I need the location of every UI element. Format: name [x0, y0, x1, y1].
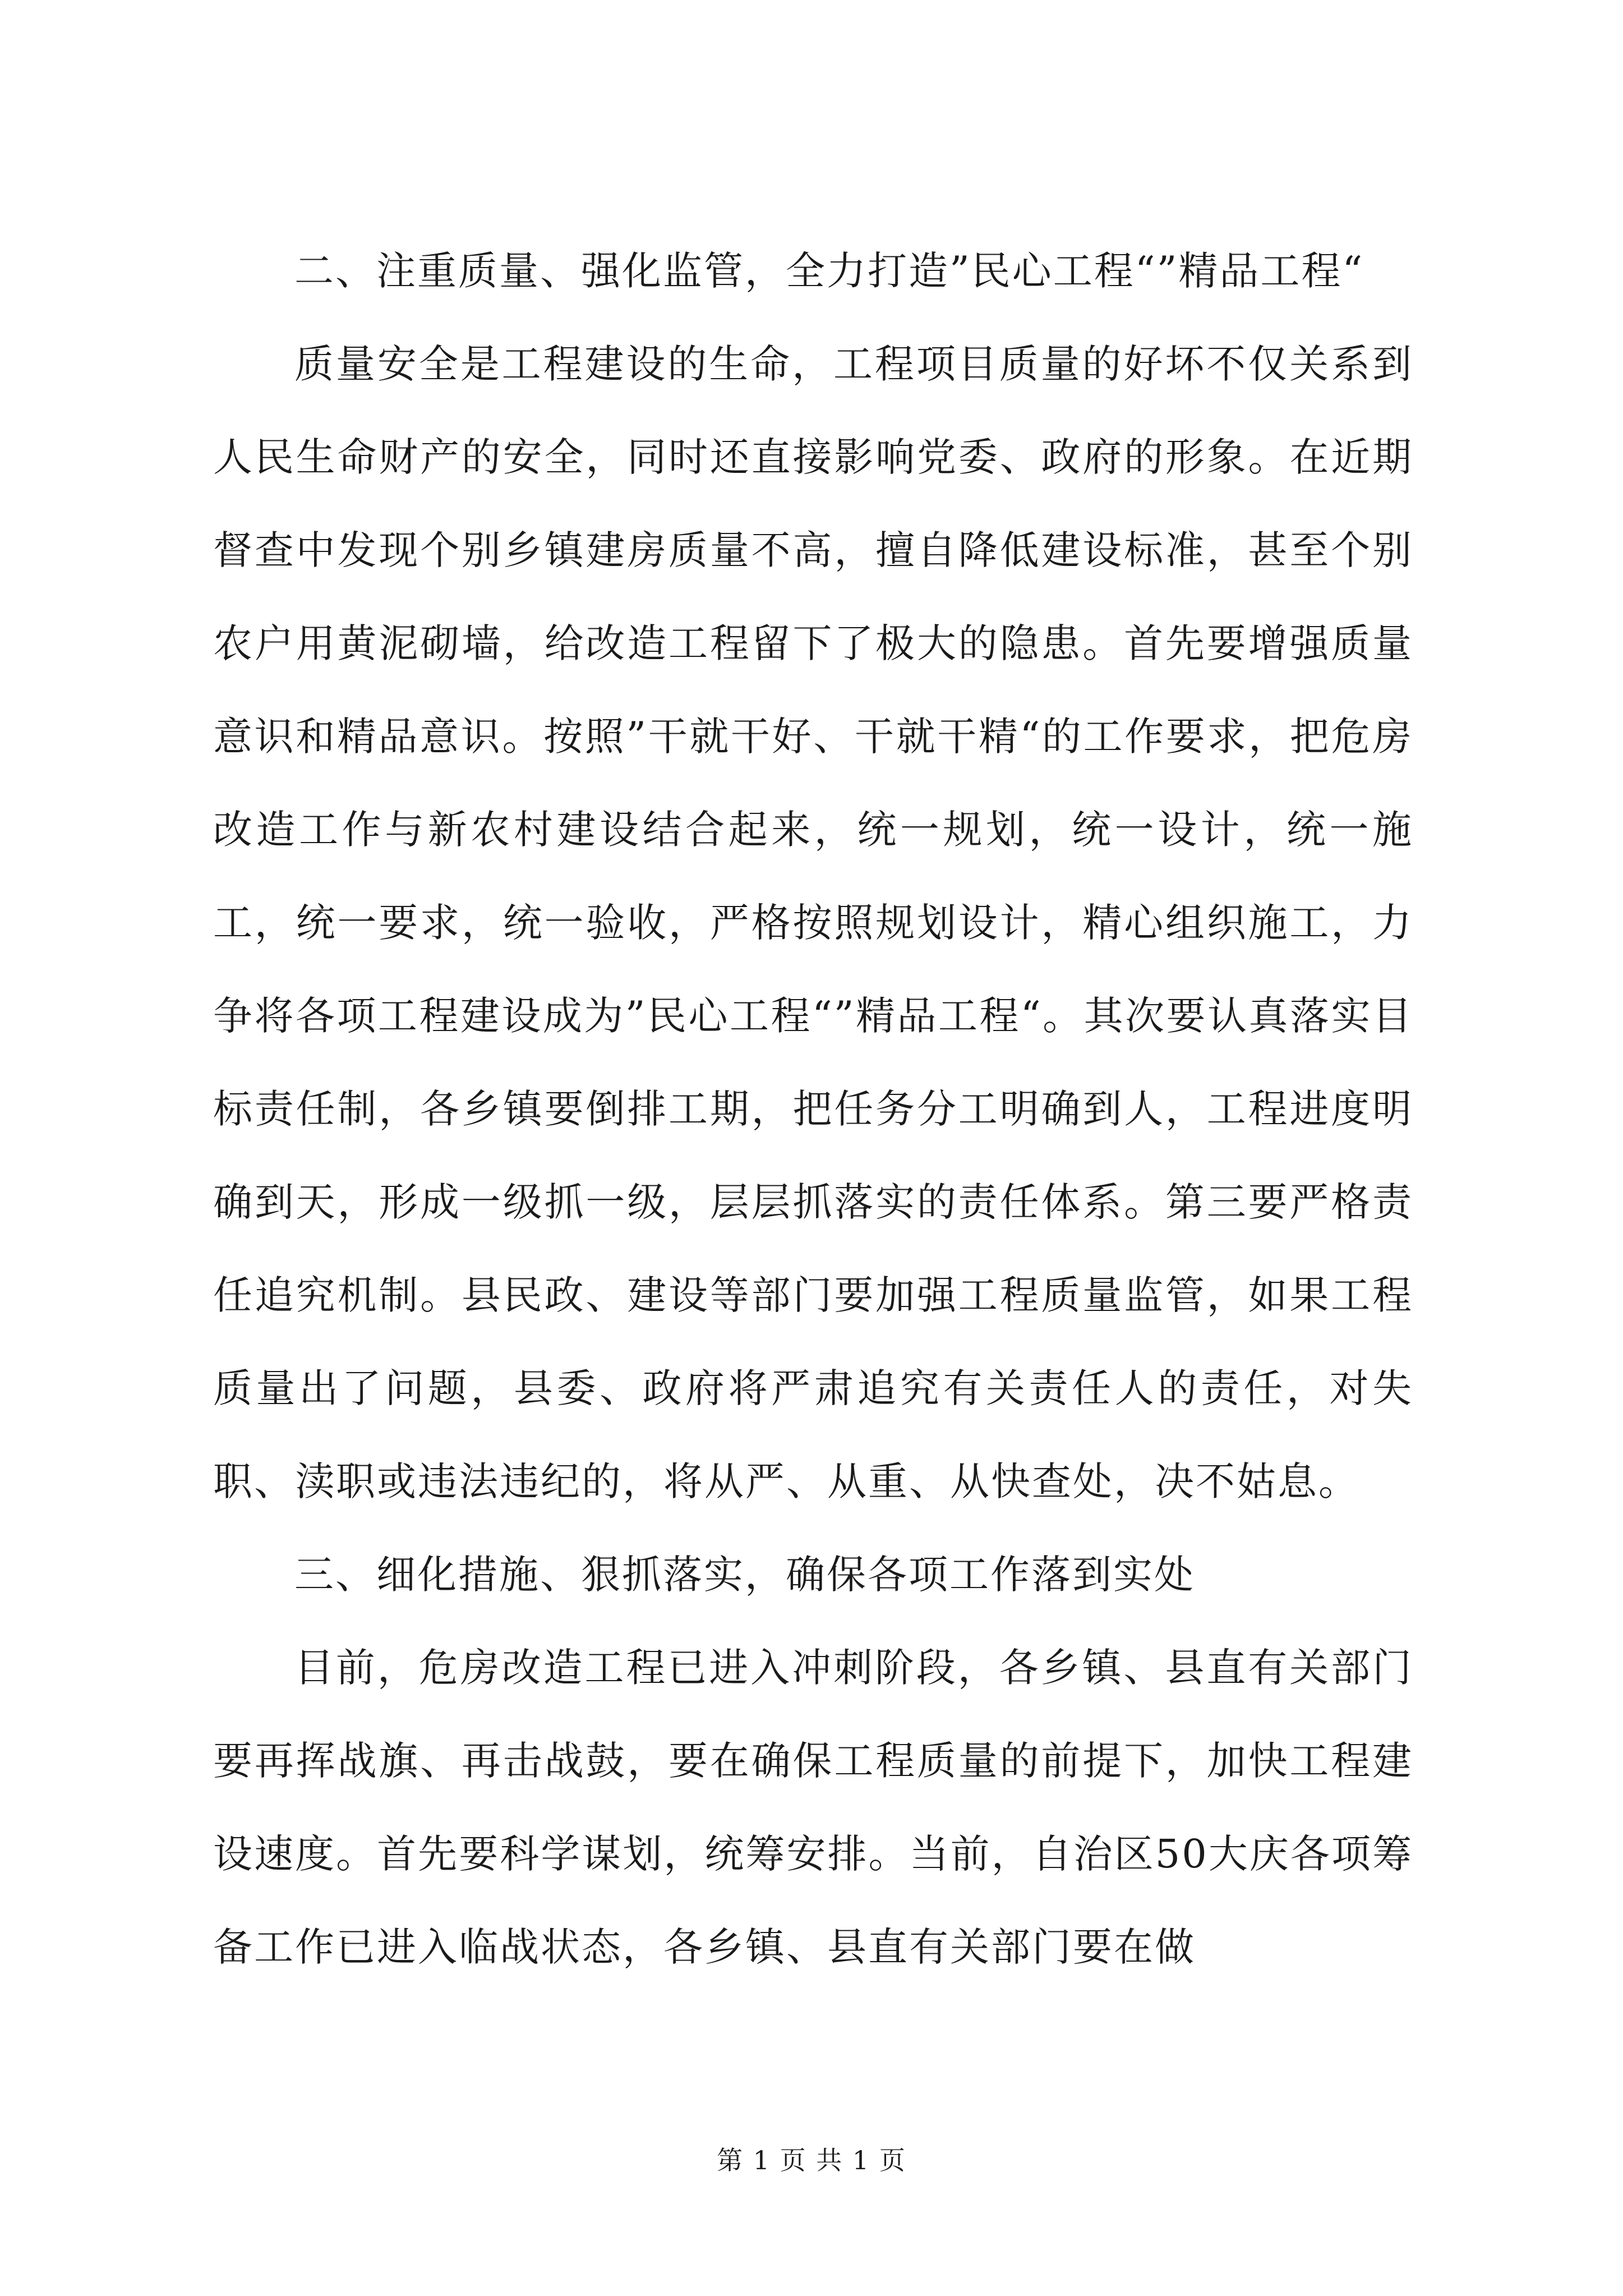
body-paragraph-quality: 质量安全是工程建设的生命，工程项目质量的好坏不仅关系到人民生命财产的安全，同时还直接影响党委、政府的形象。在近期督查中发现个别乡镇建房质量不高，擅自降低建设标准，甚至个别农户用黄泥砌墙，给改造工程留下了极大的隐患。首先要增强质量意识和精品意识。按照”干就干好、干就干精“的工作要求，把危房改造工作与新农村建设结合起来，统一规划，统一设计，统一施工，统一要求，统一验收，严格按照规划设计，精心组织施工，力争将各项工程建设成为”民心工程“”精品工程“。其次要认真落实目标责任制，各乡镇要倒排工期，把任务分工明确到人，工程进度明确到天，形成一级抓一级，层层抓落实的责任体系。第三要严格责任追究机制。县民政、建设等部门要加强工程质量监管，如果工程质量出了问题，县委、政府将严肃追究有关责任人的责任，对失职、渎职或违法违纪的，将从严、从重、从快查处，决不姑息。 [213, 341, 1413, 1504]
section-heading-2: 二、注重质量、强化监管，全力打造”民心工程“”精品工程“ [294, 248, 1364, 294]
document-body [213, 224, 1413, 1994]
section-heading-3: 三、细化措施、狠抓落实，确保各项工作落到实处 [294, 1552, 1195, 1598]
page-number-footer: 第 1 页 共 1 页 [717, 2145, 906, 2175]
body-paragraph-progress: 目前，危房改造工程已进入冲刺阶段，各乡镇、县直有关部门要再挥战旗、再击战鼓，要在确保工程质量的前提下，加快工程建设速度。首先要科学谋划，统筹安排。当前，自治区50大庆各项筹备工作已进入临战状态，各乡镇、县直有关部门要在做 [213, 1645, 1413, 1970]
